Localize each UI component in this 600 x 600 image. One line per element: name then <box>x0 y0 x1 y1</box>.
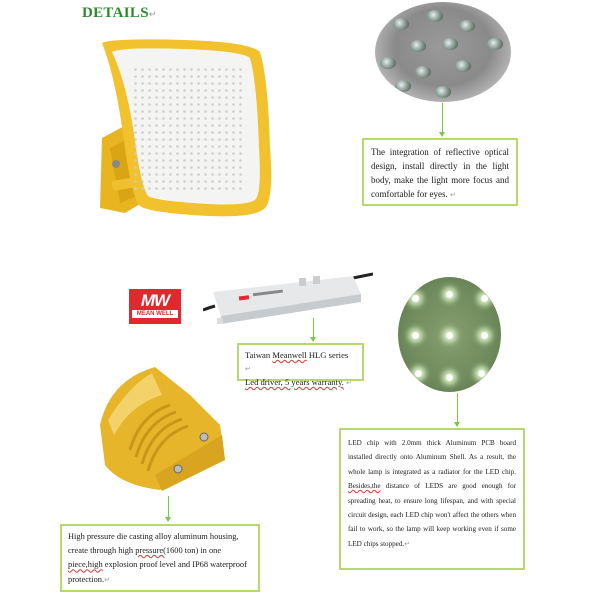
lamp-image <box>90 38 285 233</box>
meanwell-logo: MW MEAN WELL <box>129 289 181 324</box>
paragraph-mark-icon: ↵ <box>148 9 157 19</box>
arrow-connector <box>457 393 458 426</box>
page-title: DETAILS↵ <box>82 5 157 21</box>
reflector-image <box>375 2 511 102</box>
arrow-connector <box>168 496 169 521</box>
callout-housing: High pressure die casting alloy aluminum housing, create through high pressure(1600 ton) in one piece,high explosion proof level and IP68 waterproof protection.↵ <box>60 524 260 592</box>
callout-led-chip: LED chip with 2.0mm thick Aluminum PCB board installed directly onto Aluminum Shell. As a result, the whole lamp is integrated as a radiator for the LED chip. Besides,the distance of LEDS are good enough for spreading heat, to ensure long lifespan, and with special circuit design, each LED chip won't affect the others when fail to work, so the lamp will keep working even if some LED chips stopped.↵ <box>339 428 525 570</box>
arrow-connector <box>313 318 314 341</box>
callout-led-driver: Taiwan Meanwell HLG series ↵ Led driver, 5 years warranty. ↵ <box>237 343 364 381</box>
arrow-connector <box>442 103 443 136</box>
heatsink-image <box>100 365 225 495</box>
led-driver-image <box>203 270 373 330</box>
callout-optical-design: The integration of reflective optical design, install directly in the light body, make the light more focus and comfortable for eyes. ↵ <box>362 138 518 206</box>
led-chip-image <box>398 277 501 392</box>
